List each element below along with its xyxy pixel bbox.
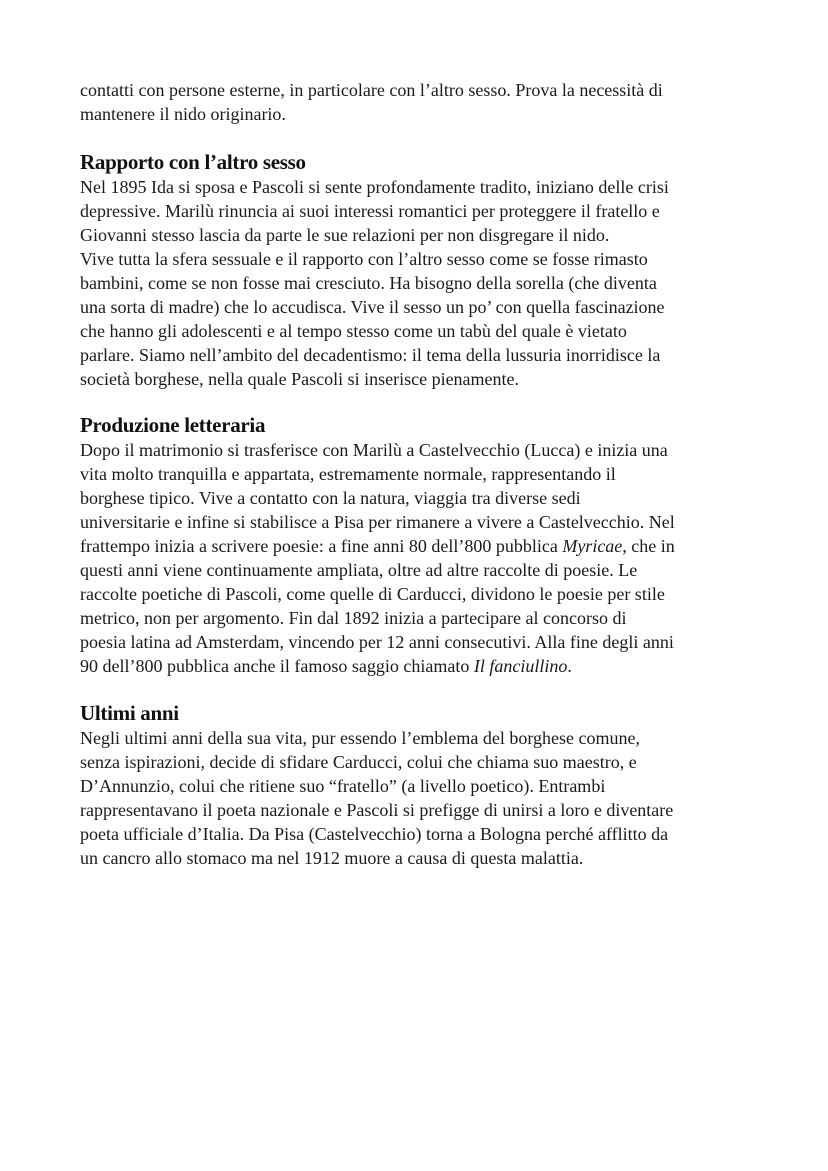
text-segment: Nel 1895 Ida si sposa e Pascoli si sente profondamente tradito, iniziano delle crisi [80,177,669,197]
text-segment: universitarie e infine si stabilisce a Pisa per rimanere a vivere a Castelvecchio. Nel [80,512,675,532]
text-segment: metrico, non per argomento. Fin dal 1892 inizia a partecipare al concorso di [80,608,627,628]
text-line [80,295,665,319]
section-heading: Rapporto con l’altro sesso [80,150,306,174]
text-segment: mantenere il nido originario. [80,104,286,124]
text-segment: Negli ultimi anni della sua vita, pur essendo l’emblema del borghese comune, [80,728,641,748]
text-line [80,654,572,678]
text-segment: depressive. Marilù rinuncia ai suoi interessi romantici per proteggere il fratello e [80,201,660,221]
text-line [80,558,637,582]
text-line [80,774,605,798]
text-line [80,175,669,199]
text-line [80,78,663,102]
text-segment: senza ispirazioni, decide di sfidare Carducci, colui che chiama suo maestro, e [80,752,637,772]
text-line [80,247,648,271]
text-line [80,534,675,558]
text-segment: un cancro allo stomaco ma nel 1912 muore a causa di questa malattia. [80,848,584,868]
text-line [80,343,660,367]
text-line [80,199,660,223]
section-heading: Produzione letteraria [80,413,266,437]
text-line [80,582,665,606]
text-line [80,462,616,486]
text-segment: borghese tipico. Vive a contatto con la natura, viaggia tra diverse sedi [80,488,581,508]
text-line [80,486,581,510]
text-line [80,102,286,126]
text-segment: . [567,656,572,676]
text-segment: rappresentavano il poeta nazionale e Pascoli si prefigge di unirsi a loro e diventare [80,800,674,820]
text-segment: , che in [622,536,675,556]
text-line [80,798,673,822]
text-line [80,271,657,295]
text-segment: bambini, come se non fosse mai cresciuto. Ha bisogno della sorella (che diventa [80,273,657,293]
text-line [80,319,627,343]
text-line [80,726,640,750]
text-segment: poeta ufficiale d’Italia. Da Pisa (Castelvecchio) torna a Bologna perché afflitto da [80,824,669,844]
text-line [80,822,668,846]
text-line [80,223,609,247]
text-segment: Vive tutta la sfera sessuale e il rapporto con l’altro sesso come se fosse rimasto [80,249,648,269]
text-line [80,630,674,654]
text-segment: parlare. Siamo nell’ambito del decadentismo: il tema della lussuria inorridisce la [80,345,661,365]
text-line [80,606,627,630]
text-line [80,846,583,870]
text-segment: vita molto tranquilla e appartata, estremamente normale, rappresentando il [80,464,616,484]
text-segment: Dopo il matrimonio si trasferisce con Marilù a Castelvecchio (Lucca) e inizia una [80,440,668,460]
text-line [80,367,519,391]
text-segment: frattempo inizia a scrivere poesie: a fine anni 80 dell’800 pubblica [80,536,563,556]
italic-title: Il fanciullino [473,656,568,676]
text-segment: poesia latina ad Amsterdam, vincendo per 12 anni consecutivi. Alla fine degli anni [80,632,674,652]
text-segment: questi anni viene continuamente ampliata, oltre ad altre raccolte di poesie. Le [80,560,638,580]
text-segment: società borghese, nella quale Pascoli si inserisce pienamente. [80,369,520,389]
text-segment: raccolte poetiche di Pascoli, come quelle di Carducci, dividono le poesie per stile [80,584,665,604]
text-segment: contatti con persone esterne, in particolare con l’altro sesso. Prova la necessità di [80,80,663,100]
text-line [80,510,675,534]
text-segment: Giovanni stesso lascia da parte le sue relazioni per non disgregare il nido. [80,225,610,245]
text-segment: D’Annunzio, colui che ritiene suo “fratello” (a livello poetico). Entrambi [80,776,606,796]
text-segment: che hanno gli adolescenti e al tempo stesso come un tabù del quale è vietato [80,321,627,341]
section-heading: Ultimi anni [80,701,179,725]
italic-title: Myricae [562,536,623,556]
text-line [80,750,637,774]
text-line [80,438,668,462]
text-segment: 90 dell’800 pubblica anche il famoso saggio chiamato [80,656,474,676]
text-segment: una sorta di madre) che lo accudisca. Vive il sesso un po’ con quella fascinazione [80,297,665,317]
